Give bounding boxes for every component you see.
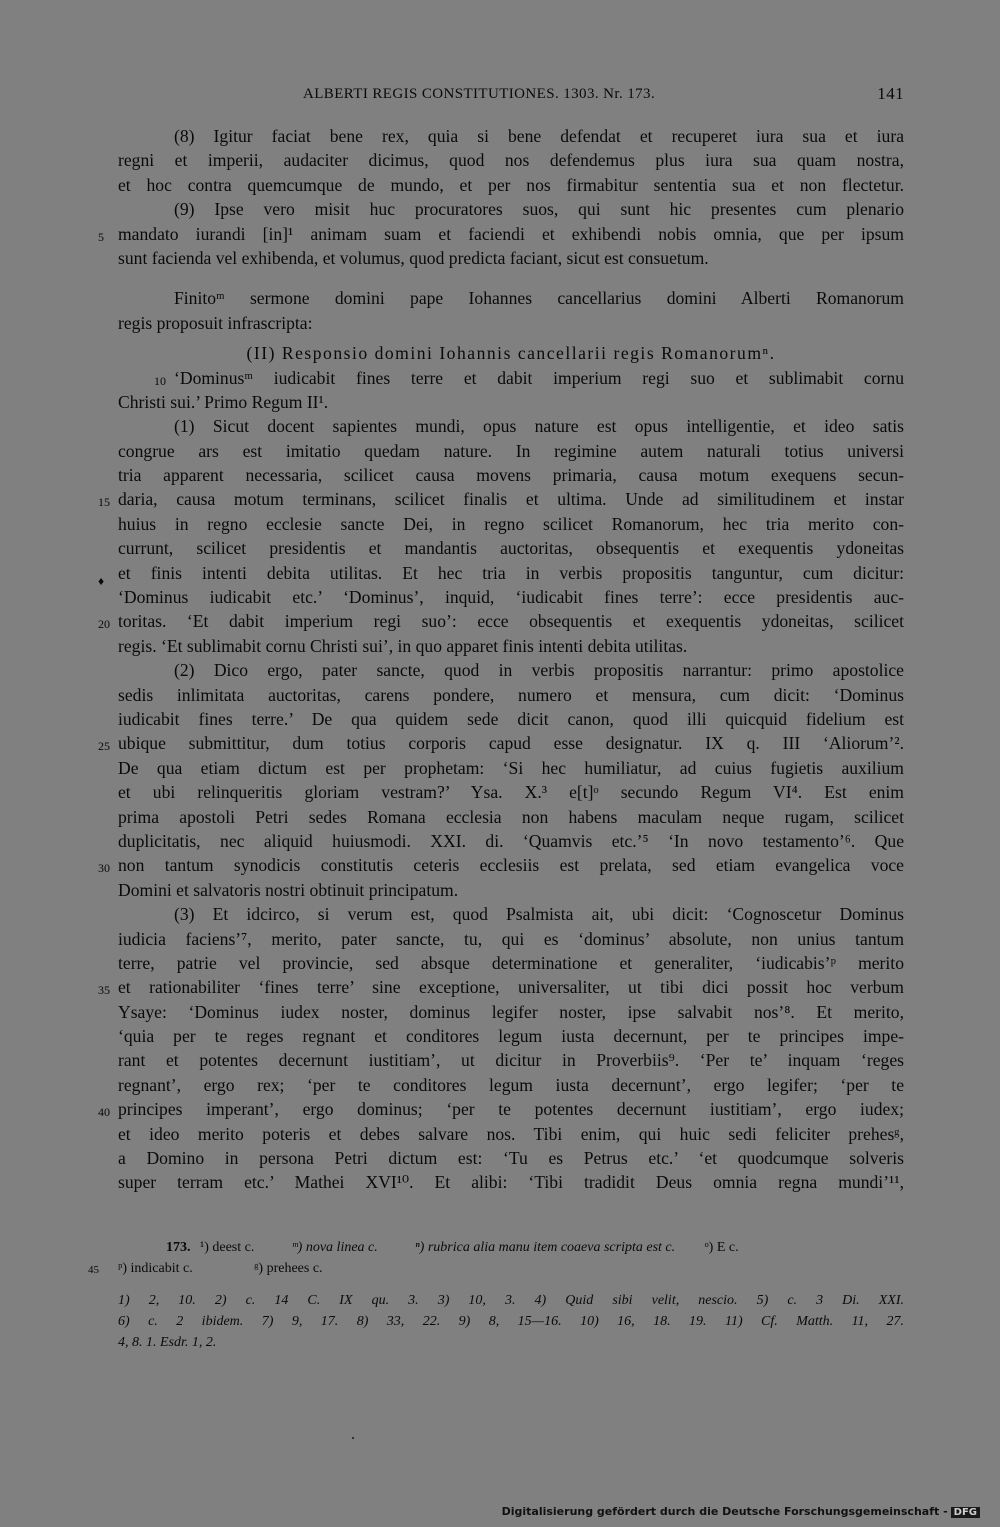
text-line: 40 principes imperant’, ergo dominus; ‘per te potentes decernunt iustitiam’, ergo iudex;	[118, 1097, 904, 1121]
text-line: prima apostoli Petri sedes Romana ecclesia non habens maculam neque rugam, scilicet	[118, 806, 904, 827]
text-line: 10 ‘Dominusᵐ iudicabit fines terre et dabit imperium regi suo et sublimabit cornu	[118, 366, 904, 390]
text-line: sedis inlimitata auctoritas, carens pondere, numero et mensura, cum dicit: ‘Dominus	[118, 684, 904, 705]
text-line: iudicia faciens’⁷, merito, pater sancte, tu, qui es ‘dominus’ absolute, non unius tantum	[118, 928, 904, 949]
text-line: 30 non tantum synodicis constitutis ceteris ecclesiis est prelata, sed etiam evangelica voce	[118, 853, 904, 877]
text-line: Domini et salvatoris nostri obtinuit principatum.	[118, 879, 459, 900]
line-number: 15	[98, 495, 110, 510]
text-line: huius in regno ecclesie sancte Dei, in regno scilicet Romanorum, hec tria merito con-	[118, 513, 904, 534]
line-number: 40	[98, 1105, 110, 1120]
source-line: 6) c. 2 ibidem. 7) 9, 17. 8) 33, 22. 9) 8, 15—16. 10) 16, 18. 19. 11) Cf. Matth. 11, 27.	[118, 1314, 904, 1329]
text-line: 20 toritas. ‘Et dabit imperium regi suo’: ecce obsequentis et exequentis ydoneitas, scilicet	[118, 609, 904, 633]
line-number: 35	[98, 983, 110, 998]
line-number: 5	[98, 229, 104, 244]
text-line: 5 mandato iurandi [in]¹ animam suam et faciendi et exhibendi nobis omnia, que per ipsum	[118, 222, 904, 246]
apparatus-line: 173. ¹) deest c. ᵐ) nova linea c. ⁿ) rubrica alia manu item coaeva scripta est c. ᵒ) E c.	[166, 1240, 739, 1255]
text-line: regis proposuit infrascripta:	[118, 312, 313, 333]
section-heading: (II) Responsio domini Iohannis cancellarii regis Romanorumⁿ.	[246, 343, 776, 364]
text-line: regis. ‘Et sublimabit cornu Christi sui’, in quo apparet finis intenti debita utilitas.	[118, 635, 688, 656]
text-line: 25 ubique submittitur, dum totius corporis capud esse designatur. IX q. III ‘Aliorum’².	[118, 731, 904, 755]
text-line: ‘quia per te reges regnant et conditores legum iusta decernunt, per te principes impe-	[118, 1026, 904, 1047]
text-line: terre, patrie vel provincie, sed absque determinatione et generaliter, ‘iudicabis’ᵖ merito	[118, 952, 904, 973]
text-line: Christi sui.’ Primo Regum II¹.	[118, 391, 329, 412]
text-line: et ubi relinqueritis gloriam vestram?’ Ysa. X.³ e[t]ᵒ secundo Regum VI⁴. Est enim	[118, 782, 904, 803]
text-line: iudicabit fines terre.’ De qua quidem sede dicit canon, quod illi quicquid fidelium est	[118, 708, 904, 729]
line-number: 30	[98, 861, 110, 876]
text-line: regni et imperii, audaciter dicimus, quod nos defendemus plus iura sua quam nostra,	[118, 150, 904, 171]
text-line: (9) Ipse vero misit huc procuratores suos, qui sunt hic presentes cum plenario	[174, 199, 904, 220]
text-line: (1) Sicut docent sapientes mundi, opus nature est opus intelligentie, et ideo satis	[174, 416, 904, 437]
text-line: et hoc contra quemcumque de mundo, et per nos firmabitur sententia sua et non flectetur.	[118, 174, 904, 195]
text-line: (2) Dico ergo, pater sancte, quod in verbis propositis narrantur: primo apostolice	[174, 660, 904, 681]
text-line: 15 daria, causa motum terminans, scilicet finalis et ultima. Unde ad similitudinem et instar	[118, 487, 904, 511]
line-number: 25	[98, 739, 110, 754]
apparatus-line: 45 ᵖ) indicabit c. ᵍ) prehees c.	[118, 1258, 904, 1279]
running-header	[118, 82, 904, 106]
text-line: (3) Et idcirco, si verum est, quod Psalmista ait, ubi dicit: ‘Cognoscetur Dominus	[174, 904, 904, 925]
text-line: 35 et rationabiliter ‘fines terre’ sine exceptione, universaliter, ut tibi dici possit hoc verbum	[118, 975, 904, 999]
text-line: sunt facienda vel exhibenda, et volumus, quod predicta faciant, sicut est consuetum.	[118, 247, 709, 268]
text-line: rant et potentes decernunt iustitiam’, ut dicitur in Proverbiis⁹. ‘Per te’ inquam ‘reges	[118, 1050, 904, 1071]
footer-credit	[502, 1505, 980, 1518]
speck	[352, 1437, 354, 1439]
text-line: De qua etiam dictum est per prophetam: ‘Si hec humiliatur, ad cuius fugietis auxilium	[118, 757, 904, 778]
line-number: 45	[88, 1264, 99, 1276]
text-line: ‘Dominus iudicabit etc.’ ‘Dominus’, inquid, ‘iudicabit fines terre’: ecce presidentis auc-	[118, 587, 904, 608]
text-line: a Domino in persona Petri dictum est: ‘Tu es Petrus etc.’ ‘et quodcumque solveris	[118, 1148, 904, 1169]
source-line: 1) 2, 10. 2) c. 14 C. IX qu. 3. 3) 10, 3. 4) Quid sibi velit, nescio. 5) c. 3 Di. XXI.	[118, 1293, 904, 1308]
running-title: ALBERTI REGIS CONSTITUTIONES. 1303. Nr. 173.	[303, 86, 656, 102]
line-number: 10	[154, 373, 166, 388]
text-line: ♦ et finis intenti debita utilitas. Et hec tria in verbis propositis tanguntur, cum dicitur:	[118, 561, 904, 585]
main-text	[98, 124, 904, 1195]
text-line: Ysaye: ‘Dominus iudex noster, dominus legifer noster, ipse salvabit nos’⁸. Et merito,	[118, 1001, 904, 1022]
footnotes	[88, 1237, 904, 1353]
text-line: super terram etc.’ Mathei XVI¹⁰. Et alibi: ‘Tibi tradidit Deus omnia regna mundi’¹¹,	[118, 1172, 904, 1193]
footer-text: Digitalisierung gefördert durch die Deutsche Forschungsgemeinschaft -	[501, 1505, 948, 1518]
text-line: (8) Igitur faciat bene rex, quia si bene defendat et recuperet iura sua et iura	[174, 126, 904, 146]
text-line: duplicitatis, nec aliquid huiusmodi. XXI. di. ‘Quamvis etc.’⁵ ‘In novo testamento’⁶. Que	[118, 830, 904, 851]
line-number: 20	[98, 617, 110, 632]
text-line: tria apparent necessaria, scilicet causa movens primaria, causa motum exequens secun-	[118, 465, 904, 486]
text-line: Finitoᵐ sermone domini pape Iohannes cancellarius domini Alberti Romanorum	[174, 288, 904, 309]
text-line: currunt, scilicet presidentis et mandantis auctoritas, obsequentis et exequentis ydoneitas	[118, 538, 904, 559]
dfg-logo: DFG	[951, 1507, 980, 1518]
text-line: et ideo merito poteris et debes salvare nos. Tibi enim, qui huic sedi feliciter prehesᵍ,	[118, 1123, 904, 1144]
source-line: 4, 8. 1. Esdr. 1, 2.	[118, 1335, 217, 1350]
page-number: 141	[877, 84, 904, 103]
text-line: regnant’, ergo rex; ‘per te conditores legum iusta decernunt’, ergo legifer; ‘per te	[118, 1074, 904, 1095]
margin-mark: ♦	[98, 573, 105, 588]
text-line: congrue ars est imitatio quedam nature. In regimine autem naturali totius universi	[118, 440, 904, 461]
